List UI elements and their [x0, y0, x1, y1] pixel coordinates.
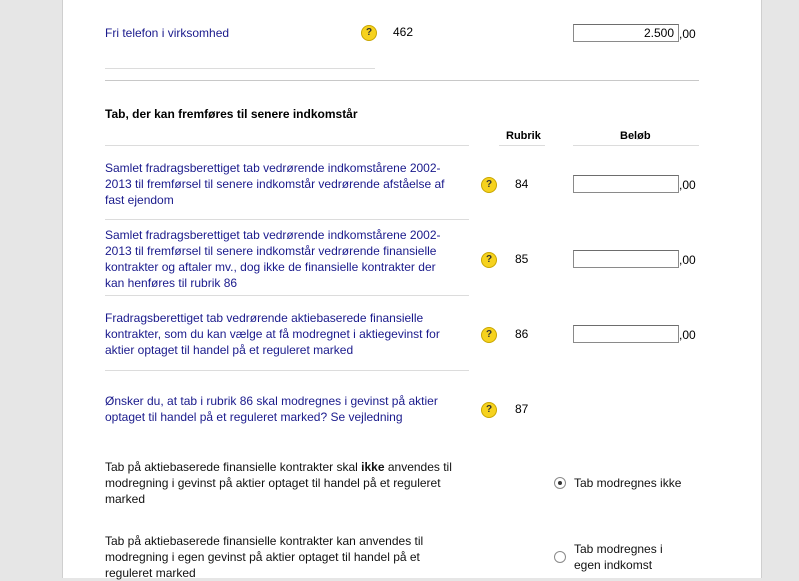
option-description-offset: Tab på aktiebaserede finansielle kontrakter kan anvendes til modregning i egen gevinst på aktier optaget til handel på et reguleret marked — [105, 534, 424, 580]
help-icon[interactable]: ? — [481, 252, 497, 268]
help-icon[interactable]: ? — [481, 327, 497, 343]
col-header-rubrik: Rubrik — [506, 130, 541, 142]
radio-label-tab-modregnes-ikke[interactable]: Tab modregnes ikke — [574, 476, 682, 490]
help-icon[interactable]: ? — [361, 25, 377, 41]
label-rubrik-86[interactable]: Fradragsberettiget tab vedrørende aktiebaserede finansielle kontrakter, som du kan vælge at få modregnet i aktiegevinst for aktier optaget til handel på et reguleret marked — [105, 311, 440, 357]
rubrik-number: 84 — [515, 177, 529, 191]
divider — [105, 370, 469, 371]
amount-input-85[interactable] — [573, 250, 679, 268]
label-rubrik-85[interactable]: Samlet fradragsberettiget tab vedrørende indkomstårene 2002- 2013 til fremførsel til senere indkomstår vedrørende finansielle kontrakter og aftaler mv., dog ikke de finansielle kontrakter der kan henføres til rubrik 86 — [105, 228, 441, 290]
label-rubrik-84[interactable]: Samlet fradragsberettiget tab vedrørende indkomstårene 2002- 2013 til fremførsel til senere indkomstår vedrørende afståelse af fast ejendom — [105, 161, 445, 207]
rubrik-number: 87 — [515, 402, 529, 416]
radio-label-tab-modregnes-i-egen-indkomst[interactable]: Tab modregnes i egen indkomst — [574, 542, 663, 572]
rubrik-number: 85 — [515, 252, 529, 266]
section-divider — [105, 80, 699, 81]
rubrik-number: 462 — [393, 25, 414, 39]
label-rubrik-87[interactable]: Ønsker du, at tab i rubrik 86 skal modregnes i gevinst på aktier optaget til handel på et reguleret marked? Se vejledning — [105, 394, 438, 424]
radio-tab-modregnes-i-egen-indkomst[interactable] — [554, 551, 566, 563]
col-header-belob: Beløb — [620, 130, 651, 142]
help-icon[interactable]: ? — [481, 402, 497, 418]
divider — [105, 68, 375, 69]
rubrik-number: 86 — [515, 327, 529, 341]
divider — [573, 145, 699, 146]
divider — [105, 145, 469, 146]
divider — [499, 145, 545, 146]
section-title: Tab, der kan fremføres til senere indkomstår — [105, 107, 358, 121]
amount-suffix: ,00 — [679, 178, 696, 192]
help-icon[interactable]: ? — [481, 177, 497, 193]
amount-suffix: ,00 — [679, 328, 696, 342]
radio-tab-modregnes-ikke[interactable] — [554, 477, 566, 489]
amount-suffix: ,00 — [679, 253, 696, 267]
amount-input-462[interactable] — [573, 24, 679, 42]
option-description-no-offset: Tab på aktiebaserede finansielle kontrakter skal ikke anvendes til modregning i gevinst på aktier optaget til handel på et reguleret marked — [105, 460, 452, 506]
amount-input-86[interactable] — [573, 325, 679, 343]
divider — [105, 219, 469, 220]
form-panel — [62, 0, 762, 578]
amount-input-84[interactable] — [573, 175, 679, 193]
divider — [105, 295, 469, 296]
label-fri-telefon[interactable]: Fri telefon i virksomhed — [105, 26, 230, 40]
amount-suffix: ,00 — [679, 27, 696, 41]
